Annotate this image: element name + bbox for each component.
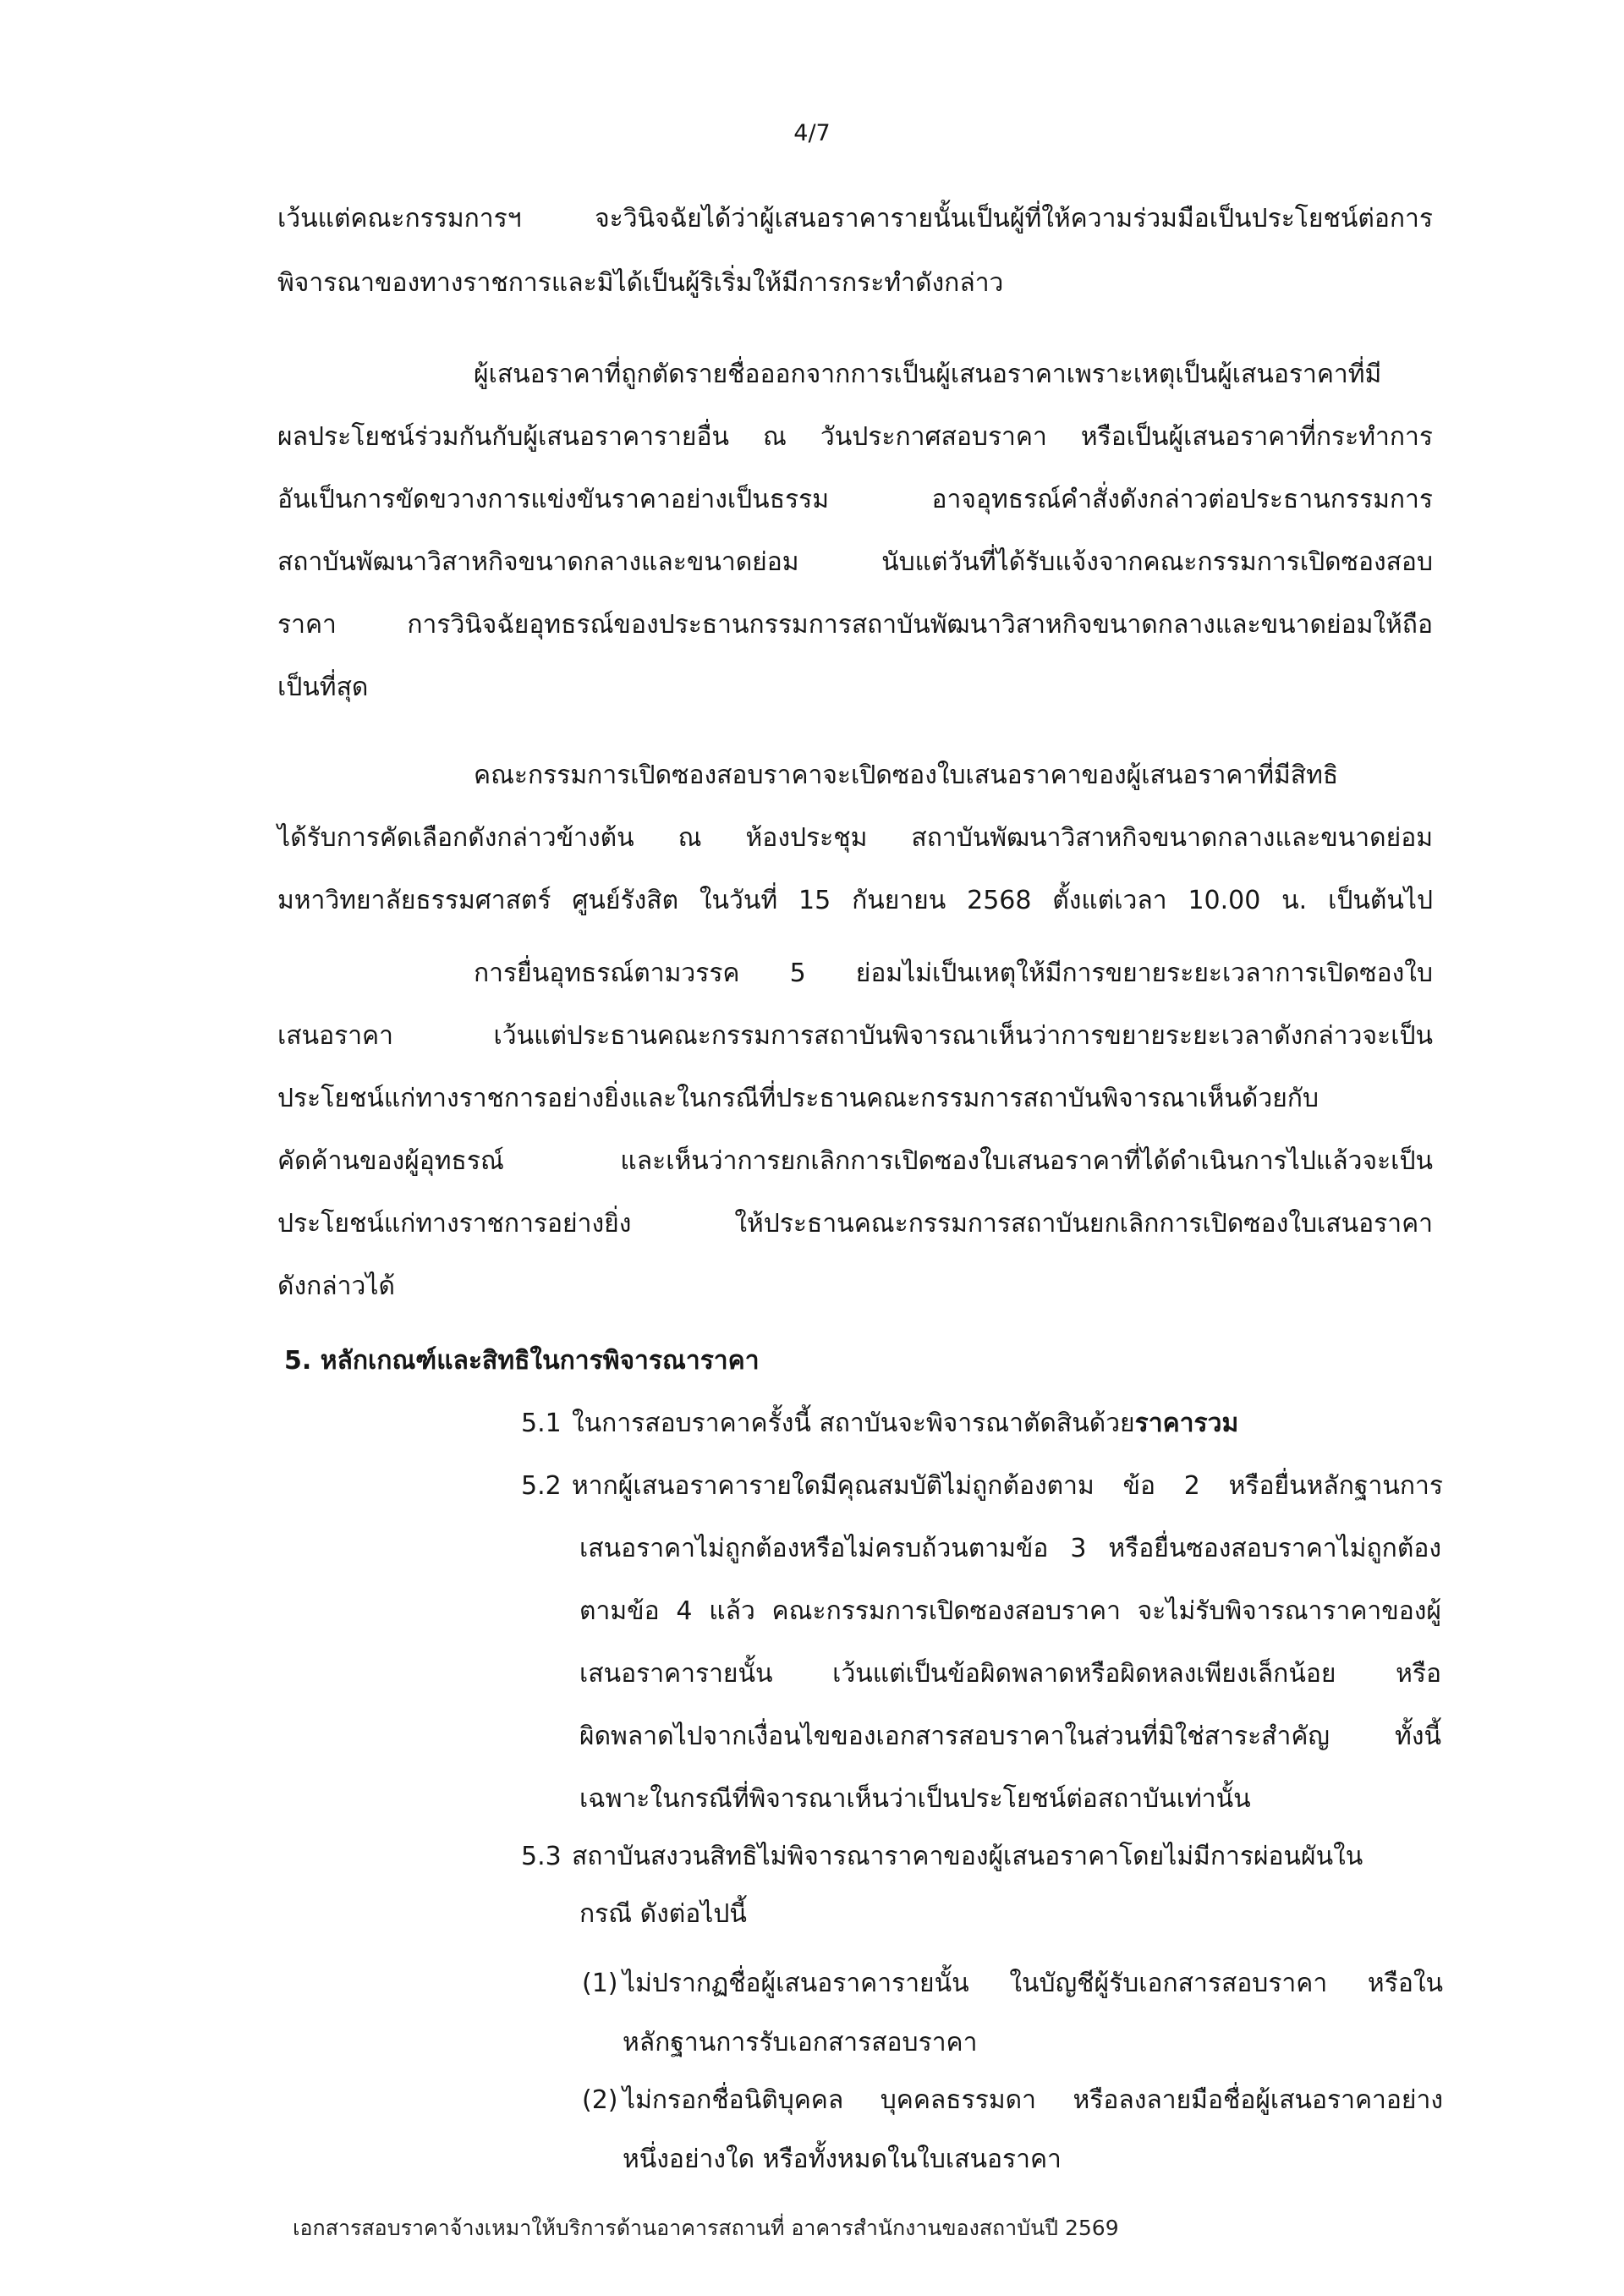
item-number: (2)	[582, 2085, 618, 2115]
item-text: ไม่ปรากฏชื่อผู้เสนอราคารายนั้น ในบัญชีผู้รับเอกสารสอบราคา หรือใน	[623, 1969, 1443, 1998]
clause-5-2	[521, 1458, 1443, 1514]
list-item	[582, 2073, 1443, 2128]
paragraph-line: ผู้เสนอราคาที่ถูกตัดรายชื่อออกจากการเป็นผู้เสนอราคาเพราะเหตุเป็นผู้เสนอราคาที่มี	[474, 360, 1382, 389]
paragraph-line: มหาวิทยาลัยธรรมศาสตร์ ศูนย์รังสิต ในวันที่ 15 กันยายน 2568 ตั้งแต่เวลา 10.00 น. เป็นต้นไป	[277, 886, 1433, 915]
clause-text: หากผู้เสนอราคารายใดมีคุณสมบัติไม่ถูกต้องตาม ข้อ 2 หรือยื่นหลักฐานการ	[572, 1471, 1443, 1501]
clause-line: ผิดพลาดไปจากเงื่อนไขของเอกสารสอบราคาในส่วนที่มิใช่สาระสำคัญ ทั้งนี้	[579, 1722, 1441, 1751]
clause-5-1	[521, 1396, 1443, 1452]
item-line: หลักฐานการรับเอกสารสอบราคา	[623, 2028, 978, 2057]
paragraph-line: ผลประโยชน์ร่วมกันกับผู้เสนอราคารายอื่น ณ วันประกาศสอบราคา หรือเป็นผู้เสนอราคาที่กระทำการ	[277, 422, 1433, 452]
item-line: หนึ่งอย่างใด หรือทั้งหมดในใบเสนอราคา	[623, 2145, 1062, 2174]
clause-line: เฉพาะในกรณีที่พิจารณาเห็นว่าเป็นประโยชน์ต่อสถาบันเท่านั้น	[579, 1784, 1251, 1814]
paragraph-line: ประโยชน์แก่ทางราชการอย่างยิ่ง ให้ประธานคณะกรรมการสถาบันยกเลิกการเปิดซองใบเสนอราคา	[277, 1209, 1433, 1239]
clause-text: ในการสอบราคาครั้งนี้ สถาบันจะพิจารณาตัดสินด้วย	[572, 1409, 1135, 1438]
paragraph-line: สถาบันพัฒนาวิสาหกิจขนาดกลางและขนาดย่อม นับแต่วันที่ได้รับแจ้งจากคณะกรรมการเปิดซองสอบ	[277, 547, 1433, 577]
paragraph-line: ประโยชน์แก่ทางราชการอย่างยิ่งและในกรณีที่ประธานคณะกรรมการสถาบันพิจารณาเห็นด้วยกับ	[277, 1084, 1319, 1113]
clause-5-3	[521, 1829, 1443, 1885]
paragraph-line: เสนอราคา เว้นแต่ประธานคณะกรรมการสถาบันพิจารณาเห็นว่าการขยายระยะเวลาดังกล่าวจะเป็น	[277, 1021, 1433, 1051]
page-number: 4/7	[793, 120, 831, 146]
paragraph-line: ราคา การวินิจฉัยอุทธรณ์ของประธานกรรมการสถาบันพัฒนาวิสาหกิจขนาดกลางและขนาดย่อมให้ถือ	[277, 610, 1433, 640]
paragraph-line: เว้นแต่คณะกรรมการฯ จะวินิจฉัยได้ว่าผู้เสนอราคารายนั้นเป็นผู้ที่ให้ความร่วมมือเป็นประโยชน์ต่อการ	[277, 204, 1433, 233]
clause-number: 5.3	[521, 1842, 562, 1871]
paragraph-line: อันเป็นการขัดขวางการแข่งขันราคาอย่างเป็นธรรม อาจอุทธรณ์คำสั่งดังกล่าวต่อประธานกรรมการ	[277, 485, 1433, 514]
item-text: ไม่กรอกชื่อนิติบุคคล บุคคลธรรมดา หรือลงลายมือชื่อผู้เสนอราคาอย่าง	[623, 2085, 1443, 2115]
clause-emphasis: ราคารวม	[1134, 1409, 1239, 1438]
clause-text: สถาบันสงวนสิทธิไม่พิจารณาราคาของผู้เสนอราคาโดยไม่มีการผ่อนผันใน	[572, 1842, 1363, 1871]
paragraph-line: คัดค้านของผู้อุทธรณ์ และเห็นว่าการยกเลิกการเปิดซองใบเสนอราคาที่ได้ดำเนินการไปแล้วจะเป็น	[277, 1146, 1433, 1176]
list-item	[582, 1956, 1443, 2012]
paragraph-line: การยื่นอุทธรณ์ตามวรรค 5 ย่อมไม่เป็นเหตุให้มีการขยายระยะเวลาการเปิดซองใบ	[474, 958, 1433, 988]
clause-number: 5.2	[521, 1471, 562, 1501]
paragraph-line: เป็นที่สุด	[277, 673, 369, 702]
clause-line: กรณี ดังต่อไปนี้	[579, 1899, 747, 1929]
clause-number: 5.1	[521, 1409, 562, 1438]
paragraph-line: พิจารณาของทางราชการและมิได้เป็นผู้ริเริ่มให้มีการกระทำดังกล่าว	[277, 268, 1004, 298]
document-footer: เอกสารสอบราคาจ้างเหมาให้บริการด้านอาคารสถานที่ อาคารสำนักงานของสถาบันปี 2569	[293, 2216, 1119, 2240]
paragraph-line: คณะกรรมการเปิดซองสอบราคาจะเปิดซองใบเสนอราคาของผู้เสนอราคาที่มีสิทธิ	[474, 761, 1339, 790]
clause-line: เสนอราคารายนั้น เว้นแต่เป็นข้อผิดพลาดหรือผิดหลงเพียงเล็กน้อย หรือ	[579, 1659, 1441, 1689]
clause-line: ตามข้อ 4 แล้ว คณะกรรมการเปิดซองสอบราคา จะไม่รับพิจารณาราคาของผู้	[579, 1596, 1441, 1626]
section-heading: 5. หลักเกณฑ์และสิทธิในการพิจารณาราคา	[284, 1346, 760, 1376]
paragraph-line: ได้รับการคัดเลือกดังกล่าวข้างต้น ณ ห้องประชุม สถาบันพัฒนาวิสาหกิจขนาดกลางและขนาดย่อม	[277, 823, 1433, 853]
item-number: (1)	[582, 1969, 618, 1998]
paragraph-line: ดังกล่าวได้	[277, 1272, 395, 1301]
clause-line: เสนอราคาไม่ถูกต้องหรือไม่ครบถ้วนตามข้อ 3 หรือยื่นซองสอบราคาไม่ถูกต้อง	[579, 1534, 1441, 1563]
